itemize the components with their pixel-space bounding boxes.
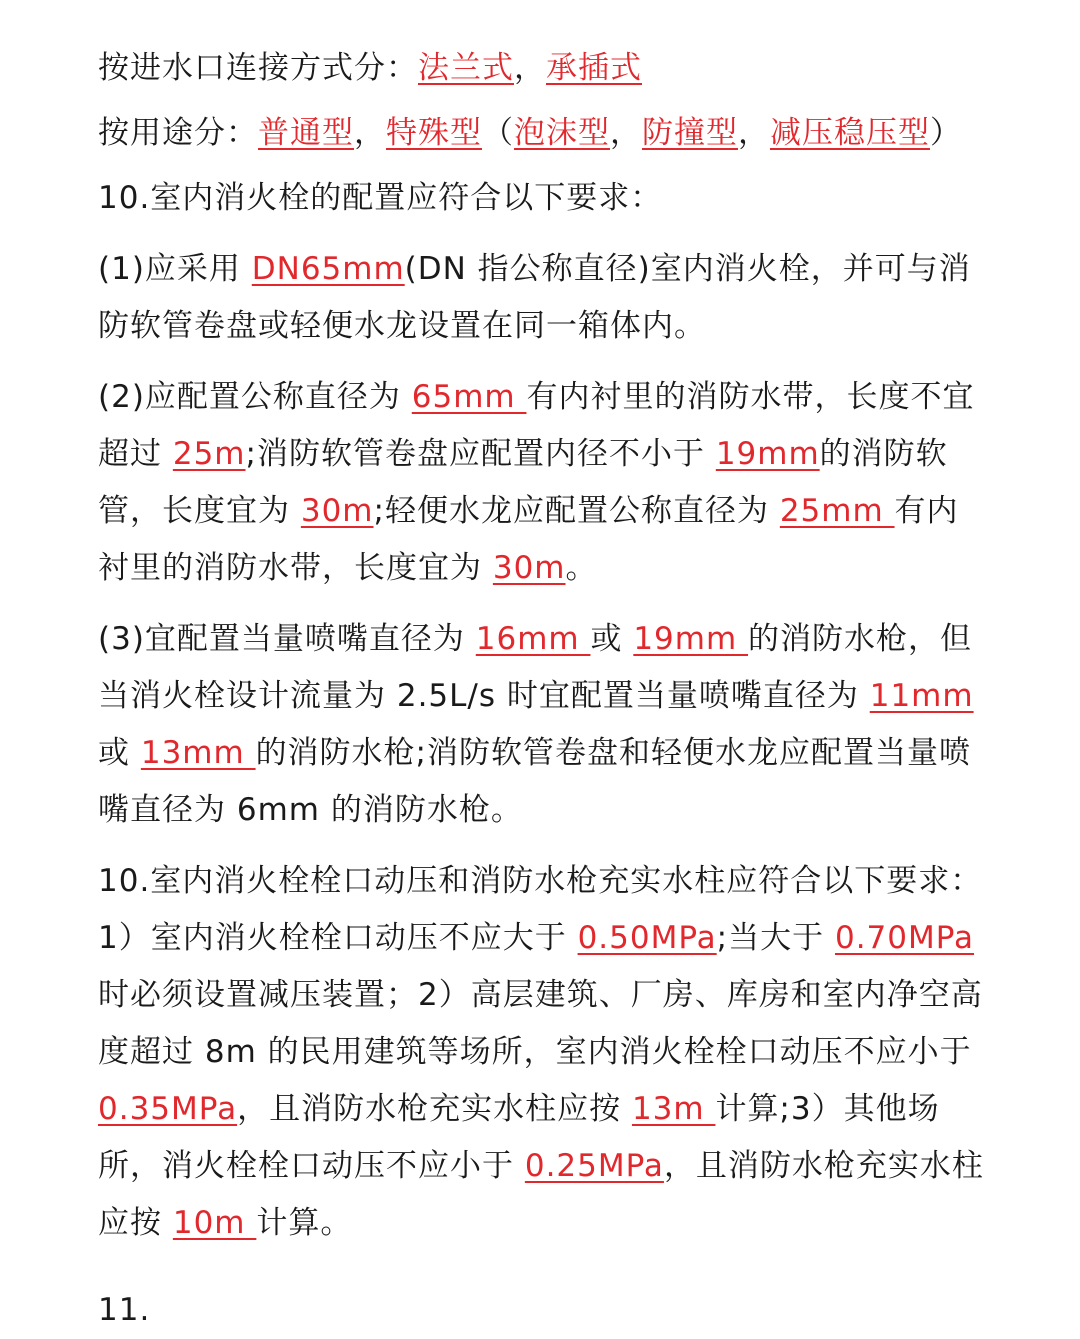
text-segment: 计算;3）其他场所，消火栓栓口动压不应小于 xyxy=(98,1091,940,1184)
section-pressure-requirements xyxy=(98,853,988,1252)
highlighted-term: DN65mm xyxy=(251,251,405,287)
usage-type-line xyxy=(98,105,988,162)
highlighted-term: 30m xyxy=(300,493,374,529)
highlighted-term: 13m xyxy=(631,1091,716,1127)
highlighted-term: 普通型 xyxy=(258,115,354,151)
text-segment: ;轻便水龙应配置公称直径为 xyxy=(373,493,780,529)
highlighted-term: 25mm xyxy=(779,493,895,529)
document-body xyxy=(98,40,988,1339)
text-segment: ， xyxy=(514,50,546,86)
highlighted-term: 防撞型 xyxy=(642,115,738,151)
section-heading-config xyxy=(98,170,988,227)
text-segment: 按进水口连接方式分： xyxy=(98,50,418,86)
text-segment: 按用途分： xyxy=(98,115,258,151)
requirement-2 xyxy=(98,369,988,597)
requirement-3 xyxy=(98,611,988,839)
highlighted-term: 30m xyxy=(492,550,566,586)
highlighted-term: 减压稳压型 xyxy=(770,115,930,151)
highlighted-term: 10m xyxy=(172,1205,257,1241)
highlighted-term: 16mm xyxy=(475,621,591,657)
text-segment: ， xyxy=(354,115,386,151)
text-segment: 有内衬里的消防水带，长度不宜超过 xyxy=(98,379,975,472)
text-segment: ，且消防水枪充实水柱应按 xyxy=(98,1148,984,1241)
text-segment: (2)应配置公称直径为 xyxy=(98,379,412,415)
section-heading-11 xyxy=(98,1282,988,1339)
text-segment: 。 xyxy=(565,550,598,586)
text-segment: ;消防软管卷盘应配置内径不小于 xyxy=(245,436,716,472)
text-segment: 10.室内消火栓的配置应符合以下要求： xyxy=(98,180,663,216)
text-segment: (DN 指公称直径)室内消火栓，并可与消防软管卷盘或轻便水龙设置在同一箱体内。 xyxy=(98,251,971,344)
text-segment: 或 xyxy=(98,735,141,771)
highlighted-term: 11mm xyxy=(869,678,974,714)
highlighted-term: 13mm xyxy=(140,735,256,771)
text-segment: 的消防水枪;消防软管卷盘和轻便水龙应配置当量喷嘴直径为 6mm 的消防水枪。 xyxy=(98,735,972,828)
highlighted-term: 泡沫型 xyxy=(514,115,610,151)
text-segment: 时必须设置减压装置；2）高层建筑、厂房、库房和室内净空高度超过 8m 的民用建筑等场所，室内消火栓栓口动压不应小于 xyxy=(98,977,983,1070)
text-segment: ，且消防水枪充实水柱应按 xyxy=(237,1091,632,1127)
text-segment: 或 xyxy=(590,621,634,657)
text-segment: ， xyxy=(738,115,770,151)
highlighted-term: 65mm xyxy=(411,379,527,415)
text-segment: 的消防水枪，但当消火栓设计流量为 2.5L/s 时宜配置当量喷嘴直径为 xyxy=(98,621,973,714)
highlighted-term: 19mm xyxy=(715,436,820,472)
text-segment: (3)宜配置当量喷嘴直径为 xyxy=(98,621,476,657)
text-segment: ） xyxy=(930,115,962,151)
text-segment: 11. xyxy=(98,1292,151,1328)
highlighted-term: 0.70MPa xyxy=(834,920,975,956)
text-segment: 10.室内消火栓栓口动压和消防水枪充实水柱应符合以下要求：1）室内消火栓栓口动压不应大于 xyxy=(98,863,983,956)
inlet-connection-line xyxy=(98,40,988,97)
highlighted-term: 0.35MPa xyxy=(98,1091,238,1127)
text-segment: (1)应采用 xyxy=(98,251,252,287)
highlighted-term: 25m xyxy=(172,436,246,472)
text-segment: 计算。 xyxy=(256,1205,353,1241)
highlighted-term: 0.25MPa xyxy=(524,1148,664,1184)
highlighted-term: 0.50MPa xyxy=(577,920,717,956)
text-segment: ;当大于 xyxy=(716,920,835,956)
highlighted-term: 19mm xyxy=(633,621,749,657)
requirement-1 xyxy=(98,241,988,355)
text-segment: ， xyxy=(610,115,642,151)
highlighted-term: 特殊型 xyxy=(386,115,482,151)
text-segment: （ xyxy=(482,115,514,151)
text-segment: 的消防软管，长度宜为 xyxy=(98,436,948,529)
highlighted-term: 承插式 xyxy=(546,50,642,86)
highlighted-term: 法兰式 xyxy=(418,50,514,86)
text-segment: 有内衬里的消防水带，长度宜为 xyxy=(98,493,959,586)
